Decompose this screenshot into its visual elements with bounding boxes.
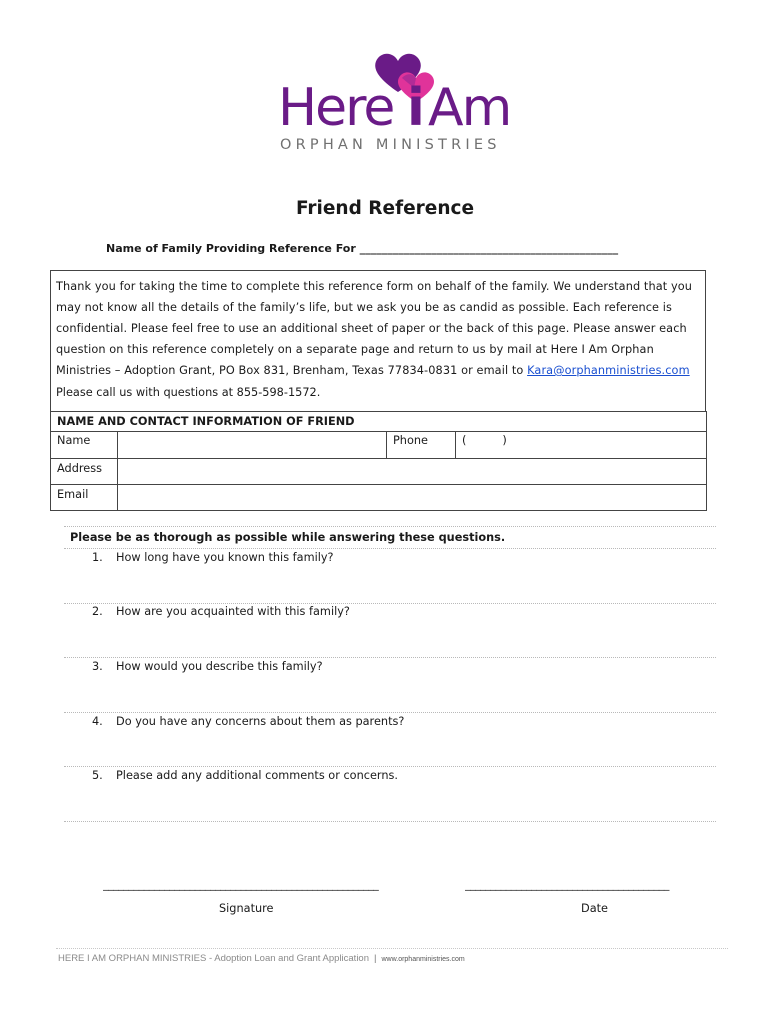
answer-line[interactable]	[64, 657, 716, 658]
phone-field[interactable]: ( )	[456, 432, 707, 459]
question-text: Do you have any concerns about them as parents?	[116, 715, 405, 728]
answer-line[interactable]	[64, 766, 716, 767]
question-3	[92, 660, 323, 673]
question-text: How long have you known this family?	[116, 551, 334, 564]
questions-intro: Please be as thorough as possible while answering these questions.	[70, 531, 506, 544]
call-info: Please call us with questions at 855-598-1572.	[56, 386, 321, 399]
date-label: Date	[581, 902, 609, 915]
logo-subtitle: ORPHAN MINISTRIES	[280, 137, 501, 153]
question-number: 5.	[92, 769, 103, 782]
contact-table	[50, 411, 707, 511]
name-field[interactable]	[118, 432, 387, 459]
question-number: 2.	[92, 605, 103, 618]
address-label: Address	[51, 459, 118, 485]
family-name-label: Name of Family Providing Reference For	[106, 242, 356, 255]
name-label: Name	[51, 432, 118, 459]
logo-word-here: Here	[278, 78, 394, 138]
question-number: 1.	[92, 551, 103, 564]
intro-text: Thank you for taking the time to complete this reference form on behalf of the family. We understand that you may not know all the details of the family’s life, but we ask you be as candid as possible. Each reference is confidential. Please feel free to use an additional sheet of paper or the back of this page. Please answer each question on this reference completely on a separate page and return to us by mail at Here I Am Orphan Ministries – Adoption Grant, PO Box 831, Brenham, Texas 77834-0831 or email to	[56, 280, 693, 377]
contact-header: NAME AND CONTACT INFORMATION OF FRIEND	[51, 412, 707, 432]
answer-line[interactable]	[64, 821, 716, 822]
divider	[64, 526, 716, 527]
answer-line[interactable]	[64, 712, 716, 713]
question-text: How are you acquainted with this family?	[116, 605, 350, 618]
email-link[interactable]: Kara@orphanministries.com	[527, 364, 690, 377]
address-field[interactable]	[118, 459, 707, 485]
signature-label: Signature	[219, 902, 274, 915]
question-text: How would you describe this family?	[116, 660, 323, 673]
question-1	[92, 551, 334, 564]
footer-text: HERE I AM ORPHAN MINISTRIES - Adoption Loan and Grant Application	[58, 953, 369, 964]
family-name-field[interactable]	[106, 242, 618, 255]
footer-website: www.orphanministries.com	[381, 956, 465, 963]
answer-line[interactable]	[64, 603, 716, 604]
question-number: 4.	[92, 715, 103, 728]
footer-separator: |	[374, 953, 377, 964]
email-label: Email	[51, 485, 118, 511]
question-5	[92, 769, 398, 782]
page-footer	[58, 953, 465, 964]
question-2	[92, 605, 350, 618]
logo-word-am: Am	[428, 78, 511, 138]
form-title: Friend Reference	[295, 198, 475, 219]
question-number: 3.	[92, 660, 103, 673]
question-text: Please add any additional comments or concerns.	[116, 769, 398, 782]
email-field[interactable]	[118, 485, 707, 511]
question-4	[92, 715, 404, 728]
intro-paragraph	[56, 276, 702, 381]
logo-word-i: i	[407, 78, 423, 138]
signature-line[interactable]: ______________________________________________________	[103, 878, 379, 891]
footer-divider	[56, 948, 728, 949]
organization-logo	[276, 48, 521, 160]
divider	[64, 548, 716, 549]
phone-label: Phone	[387, 432, 456, 459]
date-line[interactable]: ________________________________________	[465, 878, 670, 891]
family-name-blank[interactable]: _______________________________________________	[359, 242, 619, 255]
